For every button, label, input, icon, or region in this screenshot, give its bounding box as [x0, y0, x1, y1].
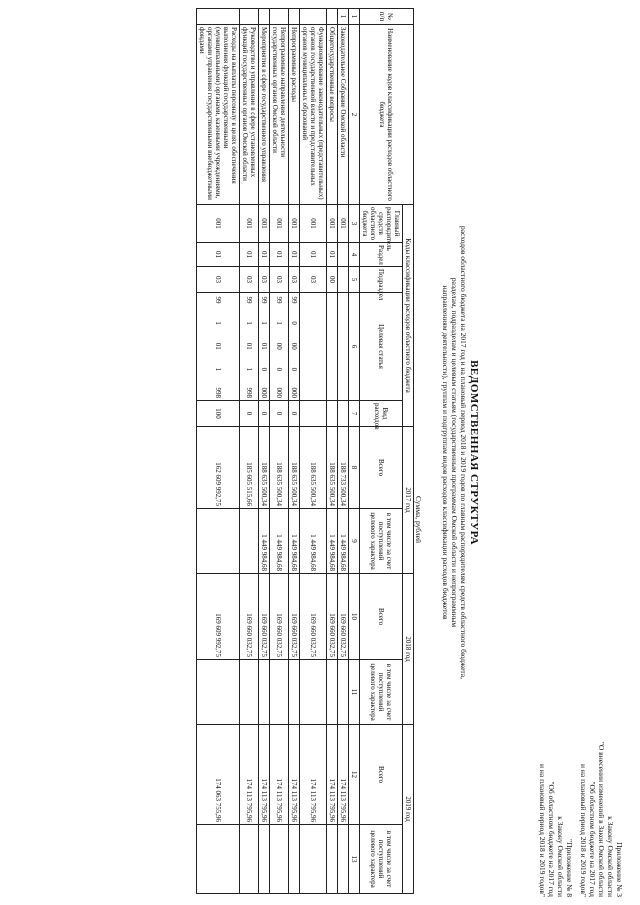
row-total-2018: 169 660 032,75 [327, 574, 338, 660]
target-article-part: 00 [275, 342, 283, 350]
table-row [300, 9, 327, 894]
row-total-2018: 169 660 032,75 [259, 574, 270, 660]
row-section: 01 [289, 243, 300, 267]
row-total-2019: 174 113 795,96 [300, 725, 327, 825]
row-total-2019: 174 113 795,96 [240, 725, 259, 825]
row-total-2018: 169 660 032,75 [270, 574, 289, 660]
row-total-2019: 174 063 755,96 [197, 725, 240, 825]
document-title-block [441, 0, 480, 905]
row-total-2017: 188 733 500,34 [338, 427, 349, 509]
row-incl-2017: 1 449 984,68 [327, 509, 338, 574]
row-target-article [300, 293, 327, 401]
row-incl-2019 [240, 825, 259, 894]
row-total-2017: 162 609 992,75 [197, 427, 240, 509]
row-subsection: 03 [259, 267, 270, 293]
row-incl-2017 [240, 509, 259, 574]
row-expense-type: 0 [289, 401, 300, 427]
header-chief-manager: Главный распорядитель средств областного бюджета [360, 205, 403, 243]
row-total-2017: 188 635 500,34 [327, 427, 338, 509]
header-total-2019: Всего [360, 725, 403, 825]
row-subsection: 03 [240, 267, 259, 293]
row-target-article [197, 293, 240, 401]
header-expense-type: Вид расходов [360, 401, 403, 427]
row-name: Расходы на выплаты персоналу в целях обеспечения выполнения функций государственными (муниципальными) органами, казенными учреждениями, органами управления государственными внебюджетными фондами [197, 25, 240, 205]
document-subtitle-line: направлениям деятельности), группам и подгруппам видов расходов классификации расходов бюджетов [441, 285, 450, 620]
target-article-part: 99 [260, 296, 268, 304]
appendix-line: "О внесении изменений в Закон Омской области [597, 741, 606, 897]
row-incl-2019 [300, 825, 327, 894]
row-total-2019: 174 113 795,96 [259, 725, 270, 825]
row-total-2018: 169 660 032,75 [289, 574, 300, 660]
row-incl-2017: 1 449 984,68 [270, 509, 289, 574]
header-year-2018: 2018 год [403, 574, 414, 725]
row-total-2017: 188 635 500,34 [289, 427, 300, 509]
row-chief-manager: 001 [327, 205, 338, 243]
row-name: Непрограммные направления деятельности государственных органов Омской области [270, 25, 289, 205]
row-incl-2019 [259, 825, 270, 894]
row-chief-manager: 001 [259, 205, 270, 243]
column-index: 12 [349, 725, 360, 825]
row-section: 01 [259, 243, 270, 267]
header-codes-group: Коды классификации расходов областного бюджета [403, 205, 414, 427]
column-index: 7 [349, 401, 360, 427]
row-incl-2017: 1 449 984,68 [300, 509, 327, 574]
row-total-2019: 174 113 795,96 [338, 725, 349, 825]
row-target-article [259, 293, 270, 401]
row-total-2019: 174 113 795,96 [289, 725, 300, 825]
target-article-part: 1 [245, 367, 253, 372]
header-target-article: Целевая статья [360, 293, 403, 401]
row-subsection: 03 [289, 267, 300, 293]
target-article-part: 998 [245, 387, 253, 398]
appendix-8-header [538, 764, 574, 897]
row-section: 01 [240, 243, 259, 267]
row-expense-type: 0 [259, 401, 270, 427]
table-body [197, 9, 349, 894]
header-incl-2018: в том числе за счет поступлений целевого характера [360, 660, 403, 725]
target-article-part: 0 [290, 367, 298, 372]
target-article-part: 000 [260, 387, 268, 398]
row-incl-2017: 1 449 984,68 [338, 509, 349, 574]
row-incl-2018 [259, 660, 270, 725]
row-total-2017: 185 605 515,66 [240, 427, 259, 509]
appendix-line: "Об областном бюджете на 2017 год [547, 781, 556, 897]
row-section: 01 [197, 243, 240, 267]
target-article-part: 99 [290, 296, 298, 304]
row-incl-2018 [300, 660, 327, 725]
row-total-2019: 174 113 795,96 [327, 725, 338, 825]
row-incl-2017 [197, 509, 240, 574]
table-row [338, 9, 349, 894]
column-index: 5 [349, 267, 360, 293]
row-incl-2018 [270, 660, 289, 725]
budget-structure-table [196, 8, 414, 894]
row-total-2018: 169 609 992,75 [197, 574, 240, 660]
row-incl-2017: 1 449 984,68 [289, 509, 300, 574]
row-target-article [327, 293, 338, 401]
row-total-2017: 188 635 500,34 [300, 427, 327, 509]
header-num: № п/п [360, 9, 414, 25]
header-row-1 [403, 9, 414, 894]
row-target-article [240, 293, 259, 401]
row-incl-2017: 1 449 984,68 [259, 509, 270, 574]
column-index: 1 [349, 9, 360, 25]
document-subtitle-line: разделам, подразделам и целевым статьям (государственным программам Омской области и непрограммным [450, 277, 459, 628]
column-index: 6 [349, 293, 360, 401]
row-number [240, 9, 259, 25]
table-row [240, 9, 259, 894]
appendix-3-header [579, 742, 624, 897]
target-article-part: 1 [214, 367, 222, 372]
column-index-row [349, 9, 360, 894]
row-target-article [270, 293, 289, 401]
table-row [289, 9, 300, 894]
row-section: 01 [270, 243, 289, 267]
row-expense-type: 0 [240, 401, 259, 427]
row-total-2018: 169 660 032,75 [300, 574, 327, 660]
appendix-line: и на плановый период 2018 и 2019 годов" [538, 764, 547, 897]
header-name: Наименование кодов классификации расходов областного бюджета [360, 25, 414, 205]
appendix-line: и на плановый период 2018 и 2019 годов" [579, 764, 588, 897]
row-incl-2018 [338, 660, 349, 725]
appendix-line: к Закону Омской области [556, 816, 565, 897]
row-number [197, 9, 240, 25]
row-chief-manager: 001 [240, 205, 259, 243]
row-incl-2019 [270, 825, 289, 894]
target-article-part: 1 [245, 321, 253, 325]
row-total-2019: 174 113 795,96 [270, 725, 289, 825]
row-number [300, 9, 327, 25]
document-title: ВЕДОМСТВЕННАЯ СТРУКТУРА [468, 360, 480, 545]
row-target-article [289, 293, 300, 401]
row-incl-2018 [197, 660, 240, 725]
row-subsection [338, 267, 349, 293]
row-expense-type [327, 401, 338, 427]
row-chief-manager: 001 [300, 205, 327, 243]
header-section: Раздел [360, 243, 403, 267]
column-index: 3 [349, 205, 360, 243]
row-incl-2018 [240, 660, 259, 725]
row-chief-manager: 001 [270, 205, 289, 243]
column-index: 11 [349, 660, 360, 725]
row-incl-2019 [197, 825, 240, 894]
column-index: 2 [349, 25, 360, 205]
row-chief-manager: 001 [338, 205, 349, 243]
row-subsection: 00 [327, 267, 338, 293]
row-chief-manager: 001 [289, 205, 300, 243]
row-expense-type: 100 [197, 401, 240, 427]
column-index: 8 [349, 427, 360, 509]
row-total-2018: 169 660 032,75 [240, 574, 259, 660]
row-name: Непрограммные расходы [289, 25, 300, 205]
header-year-2019: 2019 год [403, 725, 414, 894]
row-name: Общегосударственные вопросы [327, 25, 338, 205]
table-row [270, 9, 289, 894]
row-section: 01 [300, 243, 327, 267]
target-article-part: 00 [290, 342, 298, 350]
target-article-part: 99 [214, 296, 222, 304]
row-chief-manager: 001 [197, 205, 240, 243]
row-section [338, 243, 349, 267]
header-total-2017: Всего [360, 427, 403, 509]
row-incl-2018 [289, 660, 300, 725]
column-index: 13 [349, 825, 360, 894]
document-subtitle-line: расходов областного бюджета на 2017 год и на плановый период 2018 и 2019 годов по главным распорядителям средств областного бюджета, [459, 225, 468, 680]
row-subsection: 03 [300, 267, 327, 293]
row-incl-2019 [289, 825, 300, 894]
row-total-2017: 188 635 500,34 [259, 427, 270, 509]
row-subsection: 03 [270, 267, 289, 293]
table-row [197, 9, 240, 894]
row-name: Функционирование законодательных (представительных) органов государственной власти и представительных органов муниципальных образований [300, 25, 327, 205]
target-article-part: 0 [260, 367, 268, 372]
target-article-part: 000 [290, 387, 298, 398]
target-article-part: 000 [275, 387, 283, 398]
column-index: 4 [349, 243, 360, 267]
row-subsection: 03 [197, 267, 240, 293]
table-row [259, 9, 270, 894]
row-number [289, 9, 300, 25]
header-incl-2019: в том числе за счет поступлений целевого характера [360, 825, 403, 894]
row-incl-2019 [338, 825, 349, 894]
row-number [270, 9, 289, 25]
appendix-line: "Об областном бюджете на 2017 год [588, 781, 597, 897]
appendix-line: к Закону Омской области [606, 816, 615, 897]
target-article-part: 998 [214, 387, 222, 398]
row-number [259, 9, 270, 25]
target-article-part: 99 [245, 296, 253, 304]
row-incl-2018 [327, 660, 338, 725]
row-target-article [338, 293, 349, 401]
appendix-line: Приложение № 3 [615, 842, 624, 897]
row-number: 1 [338, 9, 349, 25]
header-total-2018: Всего [360, 574, 403, 660]
row-incl-2019 [327, 825, 338, 894]
target-article-part: 0 [275, 367, 283, 372]
header-incl-2017: в том числе за счет поступлений целевого характера [360, 509, 403, 574]
row-name: Законодательное Собрание Омской области [338, 25, 349, 205]
row-section: 01 [327, 243, 338, 267]
column-index: 10 [349, 574, 360, 660]
header-year-2017: 2017 год [403, 427, 414, 574]
row-name: Мероприятия в сфере государственного управления [259, 25, 270, 205]
target-article-part: 1 [260, 321, 268, 325]
table-row [327, 9, 338, 894]
header-subsection: Подраздел [360, 267, 403, 293]
column-index: 9 [349, 509, 360, 574]
row-expense-type: 0 [270, 401, 289, 427]
target-article-part: 01 [245, 342, 253, 350]
target-article-part: 1 [214, 321, 222, 325]
target-article-part: 01 [214, 342, 222, 350]
row-expense-type [300, 401, 327, 427]
units-label: Сумма, рублей [414, 495, 423, 543]
appendix-line: "Приложение № 8 [565, 839, 574, 897]
target-article-part: 99 [275, 296, 283, 304]
target-article-part: 1 [275, 321, 283, 325]
row-number [327, 9, 338, 25]
row-total-2017: 188 635 500,34 [270, 427, 289, 509]
row-expense-type [338, 401, 349, 427]
row-name: Руководство и управление в сфере установленных функций государственных органов Омской области [240, 25, 259, 205]
row-total-2018: 169 660 032,75 [338, 574, 349, 660]
target-article-part: 0 [290, 321, 298, 325]
target-article-part: 01 [260, 342, 268, 350]
